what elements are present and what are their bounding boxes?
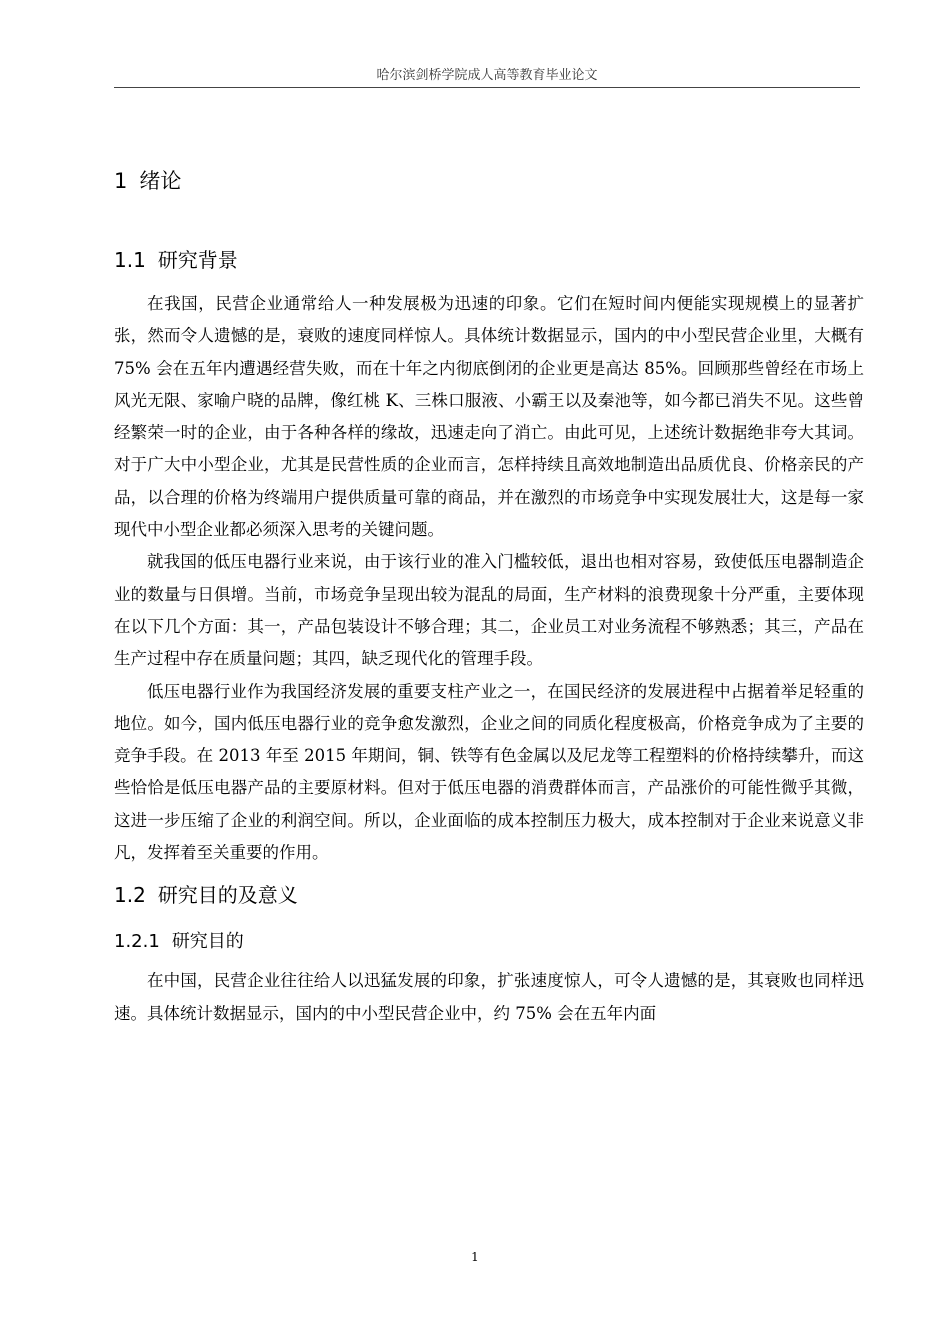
chapter-number: 1 [114, 169, 128, 193]
section-title: 研究背景 [157, 248, 238, 272]
header-divider [114, 87, 860, 88]
subsection-heading-1-2-1 [114, 925, 864, 959]
running-header: 哈尔滨剑桥学院成人高等教育毕业论文 [376, 68, 598, 83]
section-title: 研究目的及意义 [157, 883, 298, 908]
paragraph: 在我国，民营企业通常给人一种发展极为迅速的印象。它们在短时间内便能实现规模上的显著扩张，然而令人遗憾的是，衰败的速度同样惊人。具体统计数据显示，国内的中小型民营企业里，大概有 75% 会在五年内遭遇经营失败，而在十年之内彻底倒闭的企业更是高达 85%。回顾那些曾经在市场上风光无限、家喻户晓的品牌，像红桃 K、三株口服液、小霸王以及秦池等，如今都已消失不见。这些曾经繁荣一时的企业，由于各种各样的缘故，迅速走向了消亡。由此可见，上述统计数据绝非夸大其词。对于广大中小型企业，尤其是民营性质的企业而言，怎样持续且高效地制造出品质优良、价格亲民的产品，以合理的价格为终端用户提供质量可靠的商品，并在激烈的市场竞争中实现发展壮大，这是每一家现代中小型企业都必须深入思考的关键问题。 [114, 294, 864, 540]
section-number: 1.1 [114, 248, 146, 272]
chapter-heading [114, 160, 864, 202]
paragraph: 在中国，民营企业往往给人以迅猛发展的印象，扩张速度惊人，可令人遗憾的是，其衰败也同样迅速。具体统计数据显示，国内的中小型民营企业中，约 75% 会在五年内面 [114, 971, 864, 1023]
paragraph: 就我国的低压电器行业来说，由于该行业的准入门槛较低，退出也相对容易，致使低压电器制造企业的数量与日俱增。当前，市场竞争呈现出较为混乱的局面，生产材料的浪费现象十分严重，主要体现在以下几个方面：其一，产品包装设计不够合理；其二，企业员工对业务流程不够熟悉；其三，产品在生产过程中存在质量问题；其四，缺乏现代化的管理手段。 [114, 552, 864, 669]
page-number: 1 [471, 1250, 479, 1264]
page-body [114, 160, 864, 1030]
section-heading-1-2 [114, 877, 864, 913]
section-number: 1.2 [114, 883, 146, 908]
section-heading-1-1 [114, 242, 864, 278]
subsection-number: 1.2.1 [114, 931, 160, 953]
paragraph: 低压电器行业作为我国经济发展的重要支柱产业之一，在国民经济的发展进程中占据着举足轻重的地位。如今，国内低压电器行业的竞争愈发激烈，企业之间的同质化程度极高，价格竞争成为了主要的竞争手段。在 2013 年至 2015 年期间，铜、铁等有色金属以及尼龙等工程塑料的价格持续攀升，而这些恰恰是低压电器产品的主要原材料。但对于低压电器的消费群体而言，产品涨价的可能性微乎其微，这进一步压缩了企业的利润空间。所以，企业面临的成本控制压力极大，成本控制对于企业来说意义非凡，发挥着至关重要的作用。 [114, 681, 864, 863]
subsection-title: 研究目的 [171, 931, 244, 953]
chapter-title: 绪论 [139, 169, 182, 193]
